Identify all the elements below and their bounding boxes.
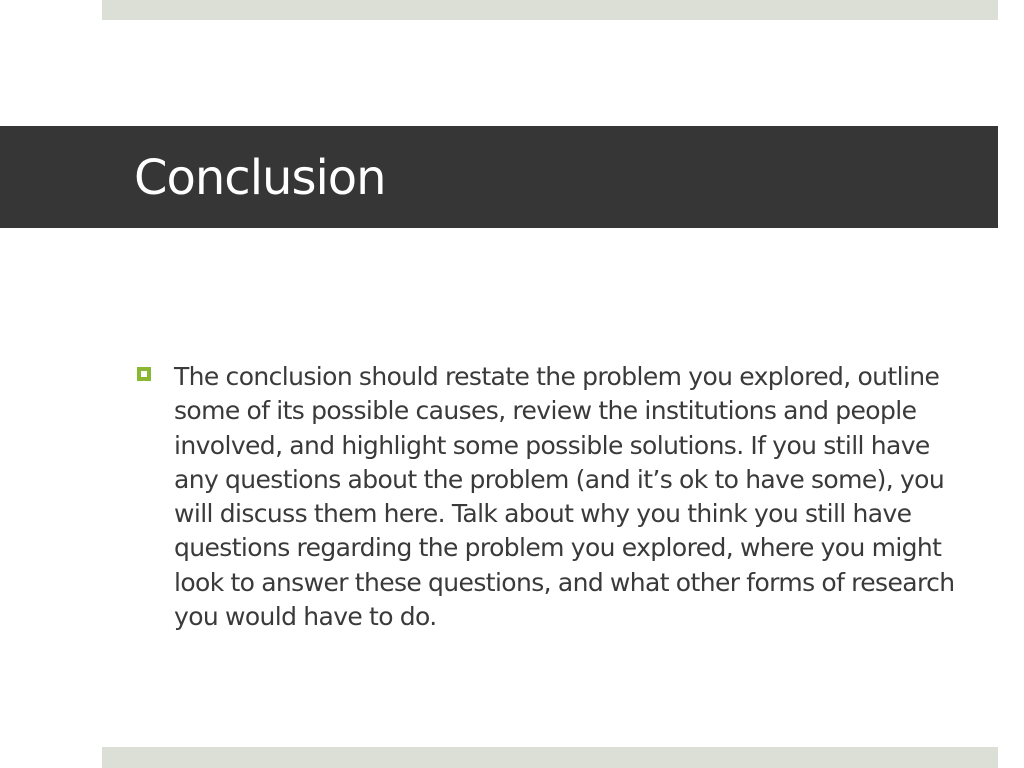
bullet-text: The conclusion should restate the problem you explored, outline some of its possible causes, review the institutions and people involved, and highlight some possible solutions. If you still have any questions about the problem (and it’s ok to have some), you will discuss them here. Talk about why you think you still have questions regarding the problem you explored, where you might look to answer these questions, and what other forms of research you would have to do. [174, 362, 955, 632]
bottom-decor-bar [102, 747, 998, 768]
top-decor-bar [102, 0, 998, 20]
square-bullet-icon [137, 367, 151, 381]
slide-title: Conclusion [134, 150, 386, 206]
